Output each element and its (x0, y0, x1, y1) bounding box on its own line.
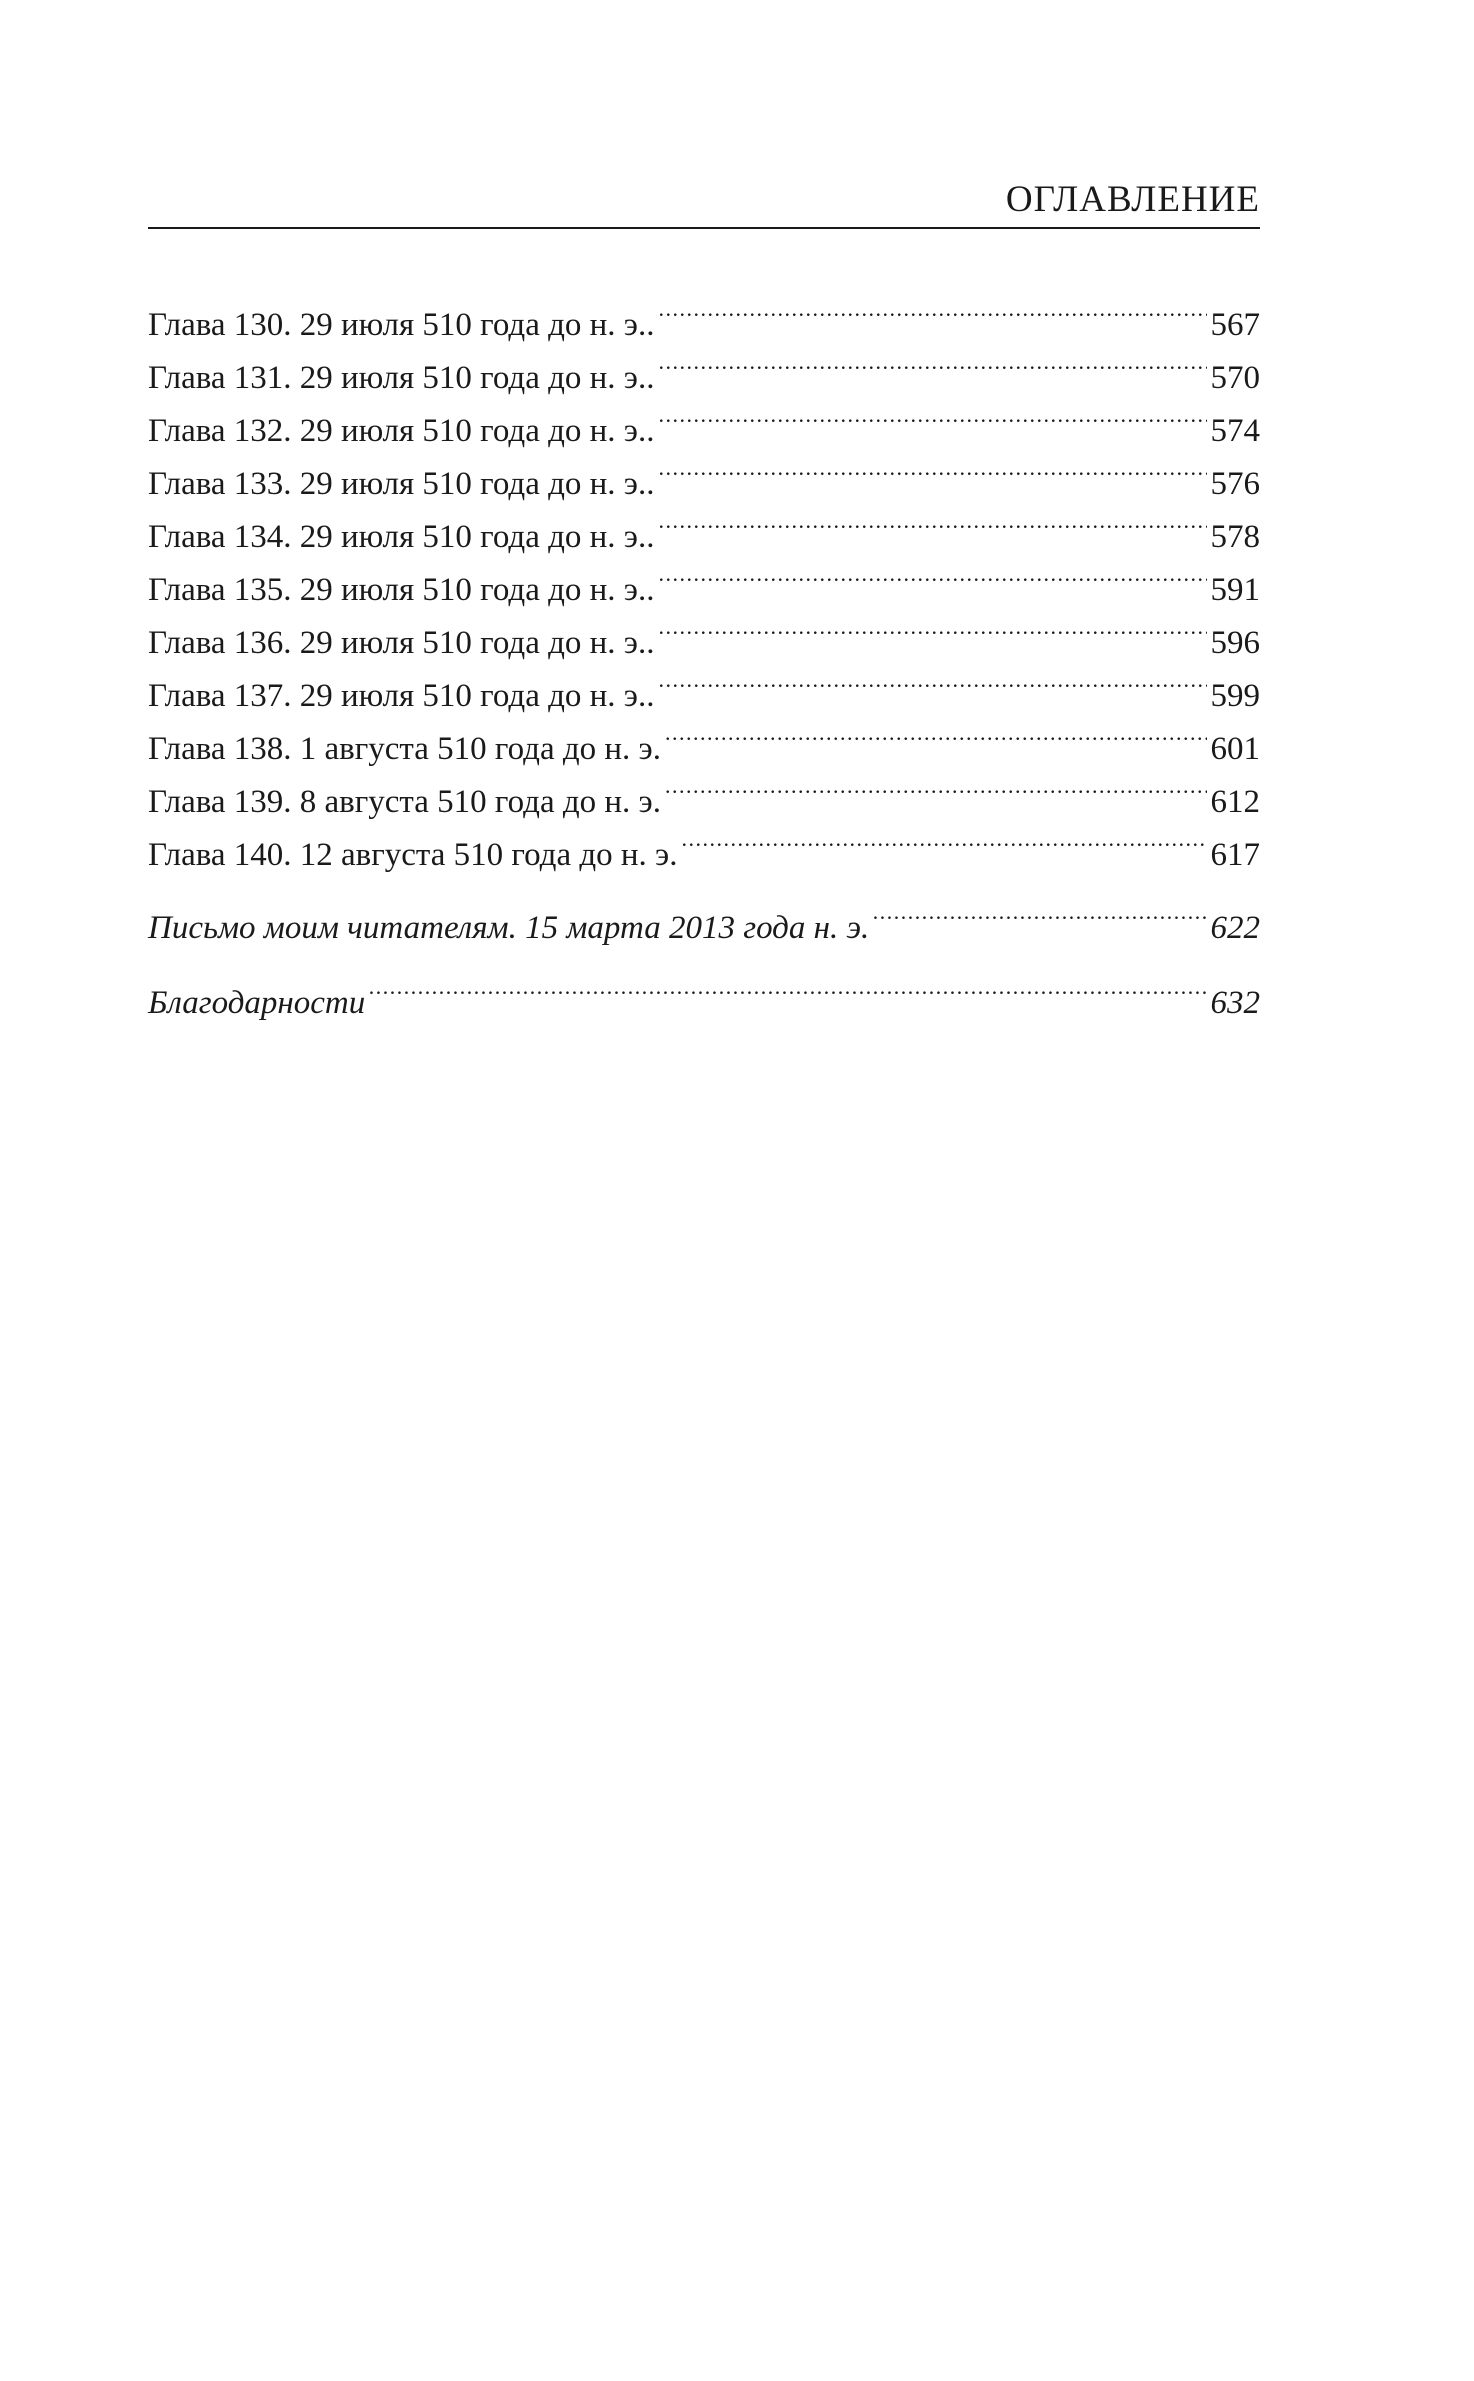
toc-entry-title: Глава 138. 1 августа 510 года до н. э. (148, 731, 661, 767)
dot-leader (658, 335, 1206, 388)
toc-entry-title: Глава 135. 29 июля 510 года до н. э.. (148, 572, 655, 608)
toc-entry-page: 632 (1210, 985, 1260, 1021)
toc-entry-title: Глава 132. 29 июля 510 года до н. э.. (148, 413, 655, 449)
toc-entry-page: 596 (1210, 625, 1260, 661)
table-of-contents (148, 282, 1260, 1021)
toc-entry-page: 617 (1210, 837, 1260, 873)
toc-entry-page: 574 (1210, 413, 1260, 449)
toc-entry-page: 591 (1210, 572, 1260, 608)
dot-leader (665, 706, 1207, 759)
toc-entry-page: 601 (1210, 731, 1260, 767)
toc-entry-title: Глава 139. 8 августа 510 года до н. э. (148, 784, 661, 820)
dot-leader (658, 388, 1206, 441)
dot-leader (658, 653, 1206, 706)
toc-entry-title: Глава 134. 29 июля 510 года до н. э.. (148, 519, 655, 555)
toc-entry-page: 576 (1210, 466, 1260, 502)
dot-leader (658, 494, 1206, 547)
toc-entry-page: 622 (1210, 910, 1260, 946)
toc-entry-title: Глава 133. 29 июля 510 года до н. э.. (148, 466, 655, 502)
toc-entry-chapter-130 (148, 282, 1260, 343)
toc-entry-page: 567 (1210, 307, 1260, 343)
header-rule (148, 227, 1260, 229)
dot-leader (369, 960, 1206, 1013)
dot-leader (658, 600, 1206, 653)
toc-entry-title: Глава 130. 29 июля 510 года до н. э.. (148, 307, 655, 343)
toc-entry-title: Письмо моим читателям. 15 марта 2013 года н. э. (148, 910, 870, 946)
toc-entry-title: Глава 137. 29 июля 510 года до н. э.. (148, 678, 655, 714)
toc-entry-page: 599 (1210, 678, 1260, 714)
toc-entry-acknowledgements (148, 960, 1260, 1021)
dot-leader (665, 759, 1207, 812)
dot-leader (658, 282, 1206, 335)
toc-entry-page: 578 (1210, 519, 1260, 555)
dot-leader (873, 885, 1206, 938)
dot-leader (681, 812, 1206, 865)
dot-leader (658, 547, 1206, 600)
toc-entry-title: Глава 140. 12 августа 510 года до н. э. (148, 837, 678, 873)
toc-entry-title: Благодарности (148, 985, 366, 1021)
toc-entry-page: 612 (1210, 784, 1260, 820)
toc-entry-title: Глава 136. 29 июля 510 года до н. э.. (148, 625, 655, 661)
running-head-title: ОГЛАВЛЕНИЕ (1005, 179, 1260, 220)
dot-leader (658, 441, 1206, 494)
toc-entry-page: 570 (1210, 360, 1260, 396)
toc-entry-title: Глава 131. 29 июля 510 года до н. э.. (148, 360, 655, 396)
toc-entry-letter (148, 885, 1260, 946)
